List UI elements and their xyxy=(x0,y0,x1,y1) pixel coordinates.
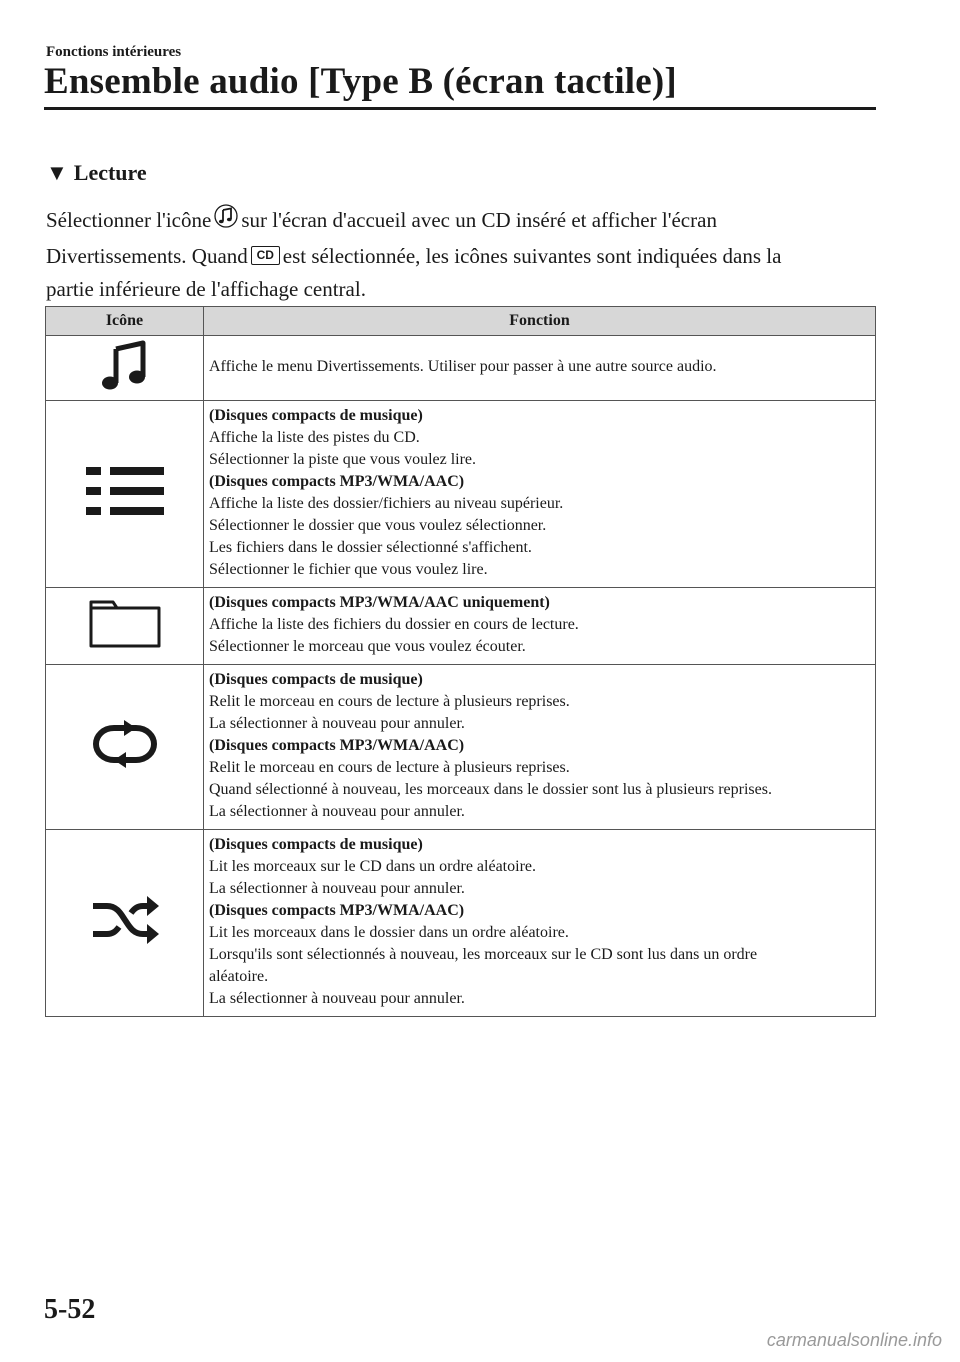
function-subheading: (Disques compacts MP3/WMA/AAC) xyxy=(209,902,465,919)
function-text: La sélectionner à nouveau pour annuler. xyxy=(209,715,465,732)
intro-text: Divertissements. Quand xyxy=(46,244,248,268)
function-text: Lorsqu'ils sont sélectionnés à nouveau, les morceaux sur le CD sont lus dans un ordre xyxy=(209,946,758,963)
intro-text: sur l'écran d'accueil avec un CD inséré et afficher l'écran xyxy=(241,208,717,232)
icon-function-table xyxy=(45,306,876,1017)
function-text: La sélectionner à nouveau pour annuler. xyxy=(209,990,465,1007)
folder-icon xyxy=(89,635,161,652)
function-cell xyxy=(204,830,876,1017)
header-function: Fonction xyxy=(204,307,876,336)
function-text: Quand sélectionné à nouveau, les morceaux dans le dossier sont lus à plusieurs reprises. xyxy=(209,781,772,798)
title-rule xyxy=(44,107,876,110)
subheading-text: Lecture xyxy=(73,160,147,185)
section-label: Fonctions intérieures xyxy=(46,44,182,60)
function-cell xyxy=(204,401,876,588)
function-text: Sélectionner la piste que vous voulez lire. xyxy=(209,451,477,468)
function-subheading: (Disques compacts de musique) xyxy=(209,836,423,853)
function-text: Affiche la liste des pistes du CD. xyxy=(209,429,420,446)
function-subheading: (Disques compacts MP3/WMA/AAC) xyxy=(209,473,465,490)
triangle-down-icon: ▼ xyxy=(46,160,68,185)
function-text: aléatoire. xyxy=(209,968,269,985)
table-header-row xyxy=(46,307,876,336)
watermark: carmanualsonline.info xyxy=(766,1330,942,1350)
function-text: Sélectionner le fichier que vous voulez lire. xyxy=(209,561,488,578)
function-subheading: (Disques compacts MP3/WMA/AAC) xyxy=(209,737,465,754)
music-note-icon xyxy=(214,204,238,240)
icon-cell xyxy=(46,588,204,665)
function-text: Sélectionner le morceau que vous voulez écouter. xyxy=(209,638,526,655)
table-row xyxy=(46,336,876,401)
intro-text: est sélectionnée, les icônes suivantes sont indiquées dans la xyxy=(282,244,782,268)
table-row xyxy=(46,665,876,830)
function-cell xyxy=(204,665,876,830)
intro-line-2 xyxy=(46,240,876,273)
function-text: Affiche la liste des fichiers du dossier en cours de lecture. xyxy=(209,616,579,633)
subheading xyxy=(46,160,147,186)
shuffle-icon xyxy=(91,931,159,948)
function-text: La sélectionner à nouveau pour annuler. xyxy=(209,880,465,897)
intro-paragraph xyxy=(46,204,876,306)
function-cell xyxy=(204,588,876,665)
intro-text: Sélectionner l'icône xyxy=(46,208,212,232)
icon-cell xyxy=(46,401,204,588)
list-icon xyxy=(86,505,164,522)
function-text: Relit le morceau en cours de lecture à plusieurs reprises. xyxy=(209,759,570,776)
function-text: Les fichiers dans le dossier sélectionné s'affichent. xyxy=(209,539,532,556)
function-cell xyxy=(204,336,876,401)
cd-icon: CD xyxy=(251,246,280,265)
intro-line-3: partie inférieure de l'affichage central. xyxy=(46,277,366,301)
table-row xyxy=(46,830,876,1017)
function-text: Relit le morceau en cours de lecture à plusieurs reprises. xyxy=(209,693,570,710)
function-subheading: (Disques compacts MP3/WMA/AAC uniquement) xyxy=(209,594,550,611)
header-icon: Icône xyxy=(46,307,204,336)
intro-line-1 xyxy=(46,204,876,240)
page-number: 5-52 xyxy=(44,1294,96,1325)
repeat-icon xyxy=(92,755,158,772)
function-text: Affiche la liste des dossier/fichiers au niveau supérieur. xyxy=(209,495,564,512)
icon-cell xyxy=(46,665,204,830)
function-text: Affiche le menu Divertissements. Utiliser pour passer à une autre source audio. xyxy=(209,358,717,375)
music-note-icon xyxy=(99,380,151,397)
function-text: Sélectionner le dossier que vous voulez sélectionner. xyxy=(209,517,547,534)
table-row xyxy=(46,401,876,588)
icon-cell xyxy=(46,336,204,401)
function-subheading: (Disques compacts de musique) xyxy=(209,407,423,424)
icon-cell xyxy=(46,830,204,1017)
table-row xyxy=(46,588,876,665)
function-text: La sélectionner à nouveau pour annuler. xyxy=(209,803,465,820)
function-text: Lit les morceaux sur le CD dans un ordre aléatoire. xyxy=(209,858,536,875)
page-title: Ensemble audio [Type B (écran tactile)] xyxy=(44,61,677,102)
function-subheading: (Disques compacts de musique) xyxy=(209,671,423,688)
function-text: Lit les morceaux dans le dossier dans un ordre aléatoire. xyxy=(209,924,569,941)
